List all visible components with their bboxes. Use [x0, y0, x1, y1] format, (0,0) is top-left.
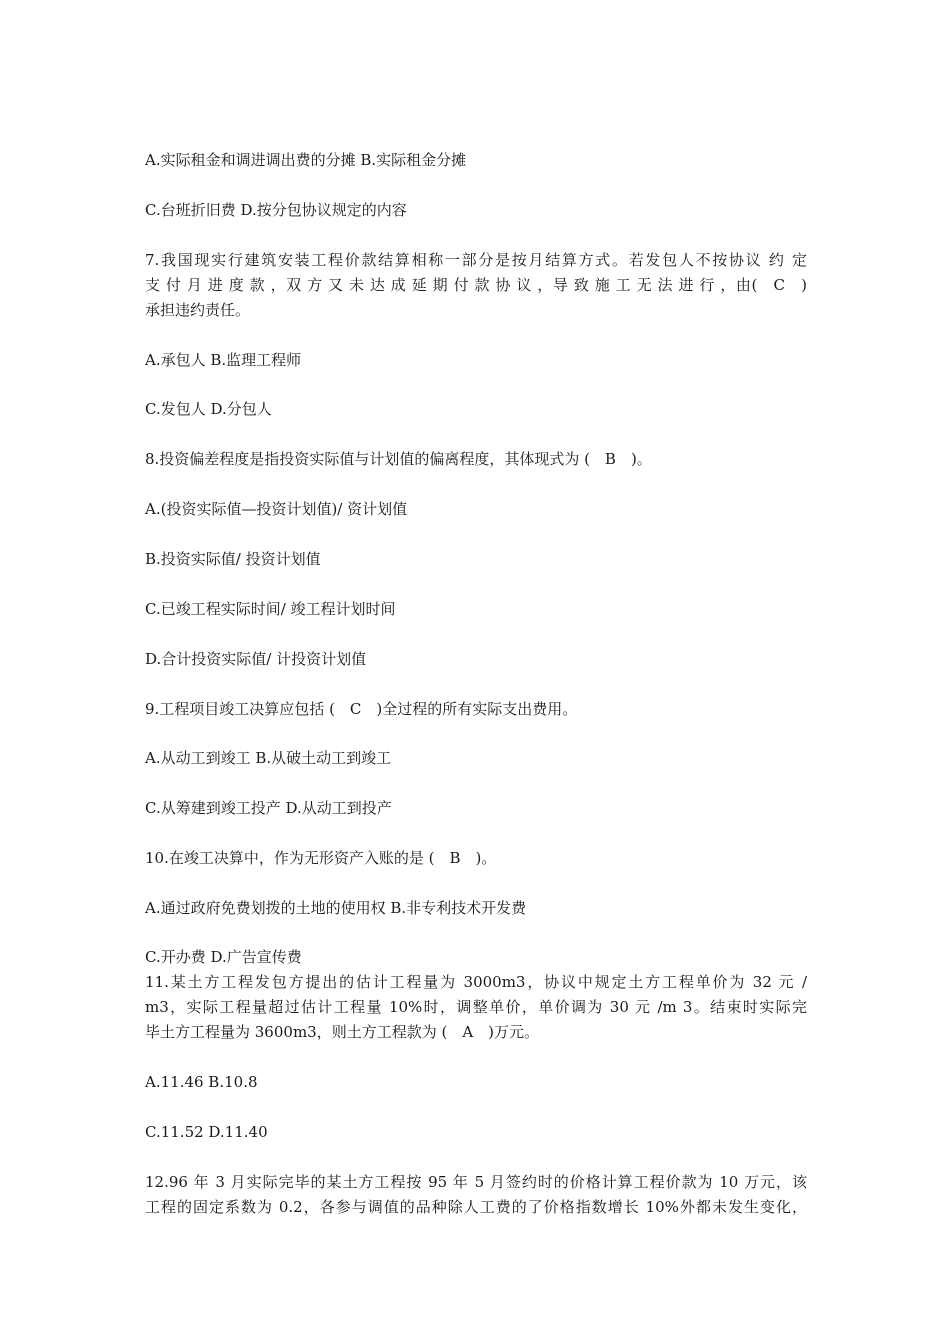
question-9: 9.工程项目竣工决算应包括 ( C )全过程的所有实际支出费用。 [145, 700, 578, 718]
question-7-line-2: 支 付 月 进 度 款 ，双 方 又 未 达 成 延 期 付 款 协 议 ，导 致 施 工 无 法 进 行 ，由( C ) [145, 276, 807, 294]
option-line: A.从动工到竣工 B.从破土动工到竣工 [145, 749, 392, 767]
option-line: A.实际租金和调进调出费的分摊 B.实际租金分摊 [145, 151, 467, 169]
option-line: C.11.52 D.11.40 [145, 1123, 268, 1141]
option-line: A.承包人 B.监理工程师 [145, 351, 302, 369]
option-line: B.投资实际值/ 投资计划值 [145, 550, 321, 568]
question-8: 8.投资偏差程度是指投资实际值与计划值的偏离程度，其体现式为 ( B )。 [145, 450, 652, 468]
option-line: D.合计投资实际值/ 计投资计划值 [145, 650, 367, 668]
question-10: 10.在竣工决算中，作为无形资产入账的是 ( B )。 [145, 849, 497, 867]
option-line: C.已竣工程实际时间/ 竣工程计划时间 [145, 600, 396, 618]
option-line: C.开办费 D.广告宣传费 [145, 948, 302, 966]
question-7-line-1: 7.我国现实行建筑安装工程价款结算相称一部分是按月结算方式。若发包人不按协议 约 定 [145, 251, 807, 269]
question-11-line-2: m3，实际工程量超过估计工程量 10%时，调整单价，单价调为 30 元 /m 3。结束时实际完 [145, 998, 807, 1016]
question-12-line-1: 12.96 年 3 月实际完毕的某土方工程按 95 年 5 月签约时的价格计算工程价款为 10 万元，该 [145, 1173, 807, 1191]
question-11-line-3: 毕土方工程量为 3600m3，则土方工程款为 ( A )万元。 [145, 1023, 540, 1041]
question-12-line-2: 工程的固定系数为 0.2，各参与调值的品种除人工费的了价格指数增长 10%外都未发生变化， [145, 1198, 807, 1216]
option-line: A.通过政府免费划拨的土地的使用权 B.非专利技术开发费 [145, 899, 527, 917]
option-line: C.发包人 D.分包人 [145, 400, 272, 418]
option-line: C.从筹建到竣工投产 D.从动工到投产 [145, 799, 392, 817]
option-line: C.台班折旧费 D.按分包协议规定的内容 [145, 201, 407, 219]
option-line: A.11.46 B.10.8 [145, 1073, 258, 1091]
option-line: A.(投资实际值—投资计划值)/ 资计划值 [145, 500, 408, 518]
question-7-line-3: 承担违约责任。 [145, 301, 251, 319]
question-11-line-1: 11.某土方工程发包方提出的估计工程量为 3000m3，协议中规定土方工程单价为 32 元 / [145, 973, 807, 991]
